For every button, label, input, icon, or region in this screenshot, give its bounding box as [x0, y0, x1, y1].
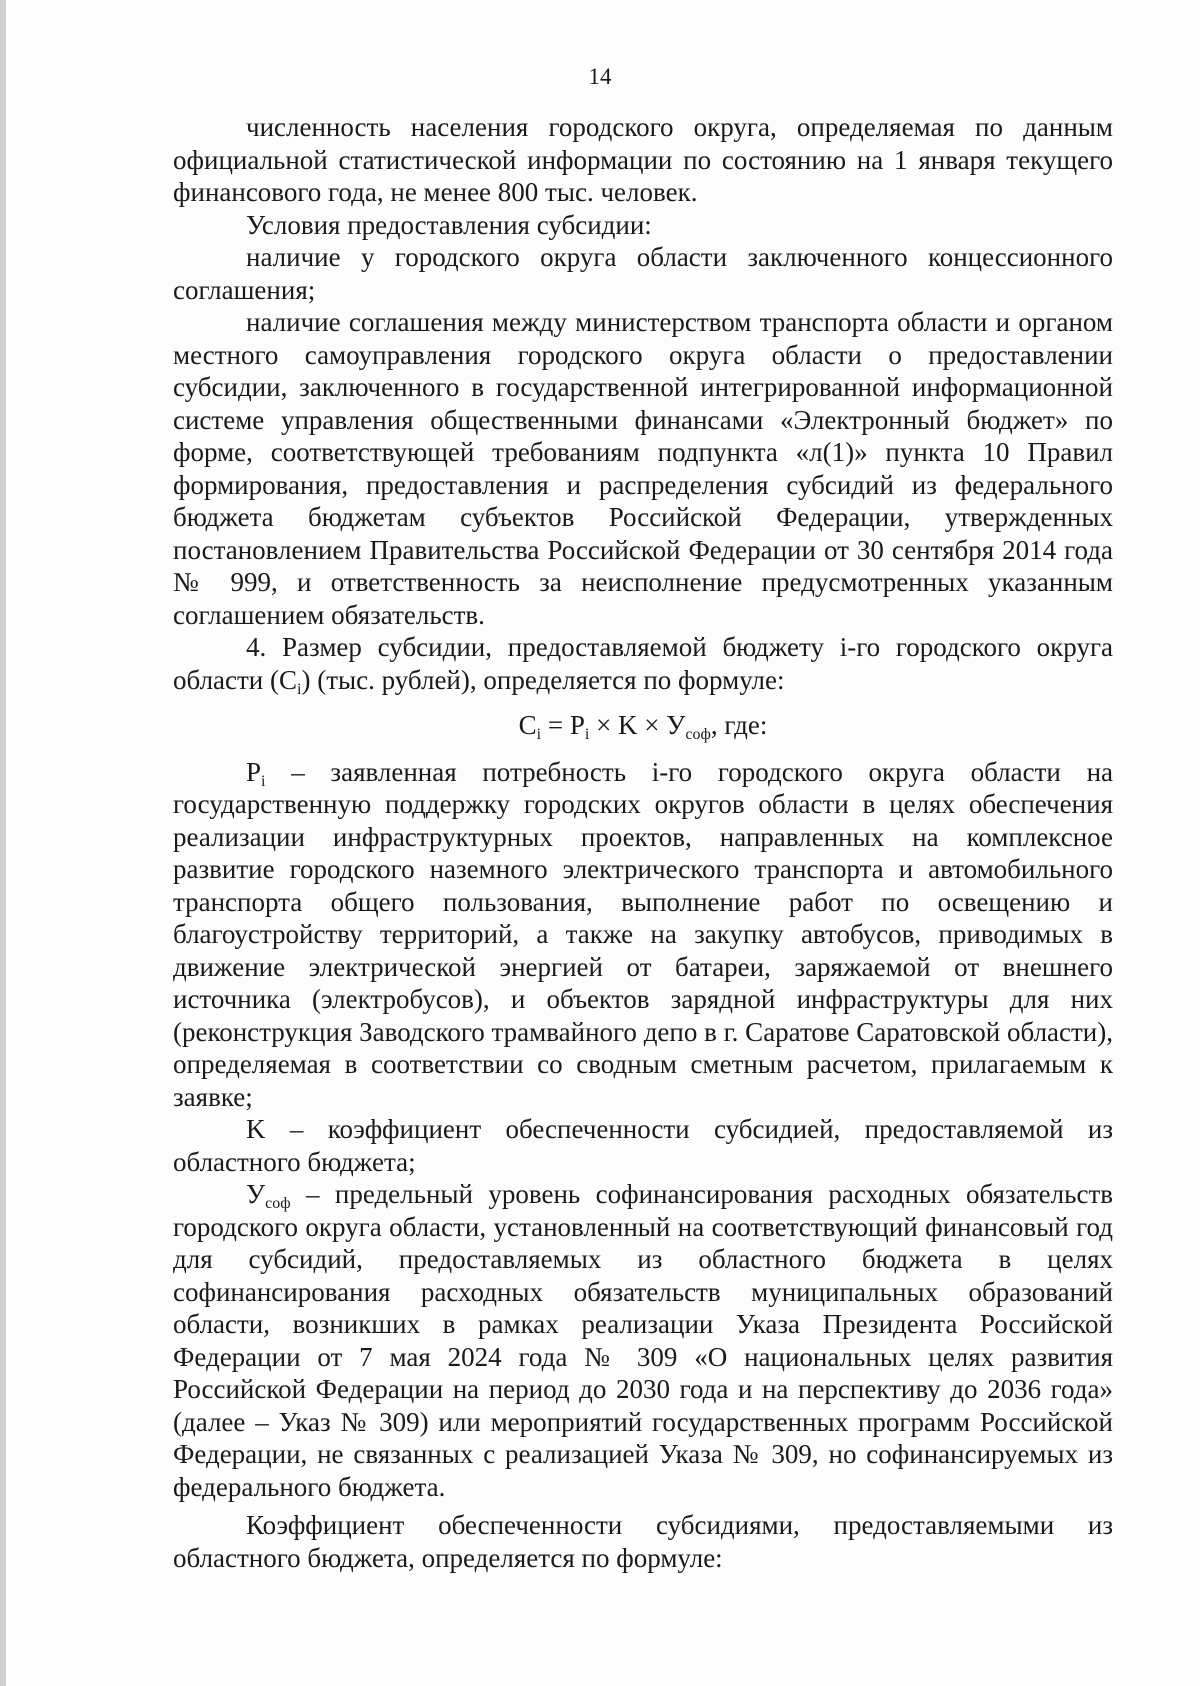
formula-p-subscript: i [584, 726, 590, 743]
page-number: 14 [588, 64, 612, 89]
subsidy-size-text-a: 4. Размер субсидии, предоставляемой бюджету i-го городского округа области (C [173, 632, 1113, 695]
paragraph-k-definition: K – коэффициент обеспеченности субсидией, предоставляемой из областного бюджета; [173, 1114, 1113, 1177]
usof-definition-symbol: У [246, 1179, 266, 1209]
usof-definition-text: – предельный уровень софинансирования расходных обязательств городского округа области, установленный на соответствующий финансовый год для субсидий, предоставляемых из областного бюджета в целях софинансирования расходных обязательств муниципальных образований области, возникших в рамках реализации Указа Президента Российской Федерации от 7 мая 2024 года № 309 «О национальных целях развития Российской Федерации на период до 2030 года и на перспективу до 2036 года» (далее – Указ № 309) или мероприятий государственных программ Российской Федерации, не связанных с реализацией Указа № 309, но софинансируемых из федерального бюджета. [173, 1179, 1113, 1502]
formula-eq-p: = P [541, 710, 585, 740]
document-body [173, 111, 1113, 1574]
p-definition-symbol: P [246, 756, 262, 787]
formula-u-subscript: соф [685, 726, 711, 743]
paragraph-p-definition [173, 756, 1113, 1114]
paragraph-coefficient-formula-intro: Коэффициент обеспеченности субсидиями, предоставляемыми из областного бюджета, определяется по формуле: [173, 1510, 1113, 1573]
formula-c-subscript: i [536, 726, 542, 743]
formula-subsidy [173, 709, 1113, 742]
subsidy-size-text-b: ) (тыс. рублей), определяется по формуле: [301, 664, 785, 695]
formula-mid: × K × У [589, 710, 686, 740]
scan-edge-shadow [0, 0, 6, 1686]
formula-c: C [518, 710, 537, 740]
paragraph-usof-definition [173, 1178, 1113, 1503]
p-definition-text: – заявленная потребность i-го городского округа области на государственную поддержку городских округов области в целях обеспечения реализации инфраструктурных проектов, направленных на комплексное развитие городского наземного электрического транспорта и автомобильного транспорта общего пользования, выполнение работ по освещению и благоустройству территорий, а также на закупку автобусов, приводимых в движение электрической энергией от батареи, заряжаемой от внешнего источника (электробусов), и объектов зарядной инфраструктуры для них (реконструкция Заводского трамвайного депо в г. Саратове Саратовской области), определяемая в соответствии со сводным сметным расчетом, прилагаемым к заявке; [173, 756, 1113, 1112]
subsidy-size-subscript: i [297, 680, 302, 698]
paragraph-subsidy-size [173, 631, 1113, 696]
paragraph-population: численность населения городского округа, определяемая по данным официальной статистической информации по состоянию на 1 января текущего финансового года, не менее 800 тыс. человек. [173, 112, 1113, 207]
paragraph-conditions-heading: Условия предоставления субсидии: [246, 209, 652, 240]
formula-tail: , где: [710, 710, 768, 740]
p-definition-subscript: i [261, 772, 266, 790]
usof-definition-subscript: соф [265, 1195, 291, 1212]
paragraph-concession-agreement: наличие у городского округа области заключенного концессионного соглашения; [173, 242, 1113, 305]
paragraph-subsidy-agreement: наличие соглашения между министерством транспорта области и органом местного самоуправления городского округа области о предоставлении субсидии, заключенного в государственной интегрированной информационной системе управления общественными финансами «Электронный бюджет» по форме, соответствующей требованиям подпункта «л(1)» пункта 10 Правил формирования, предоставления и распределения субсидий из федерального бюджета бюджетам субъектов Российской Федерации, утвержденных постановлением Правительства Российской Федерации от 30 сентября 2014 года № 999, и ответственность за неисполнение предусмотренных указанным соглашением обязательств. [173, 307, 1113, 630]
